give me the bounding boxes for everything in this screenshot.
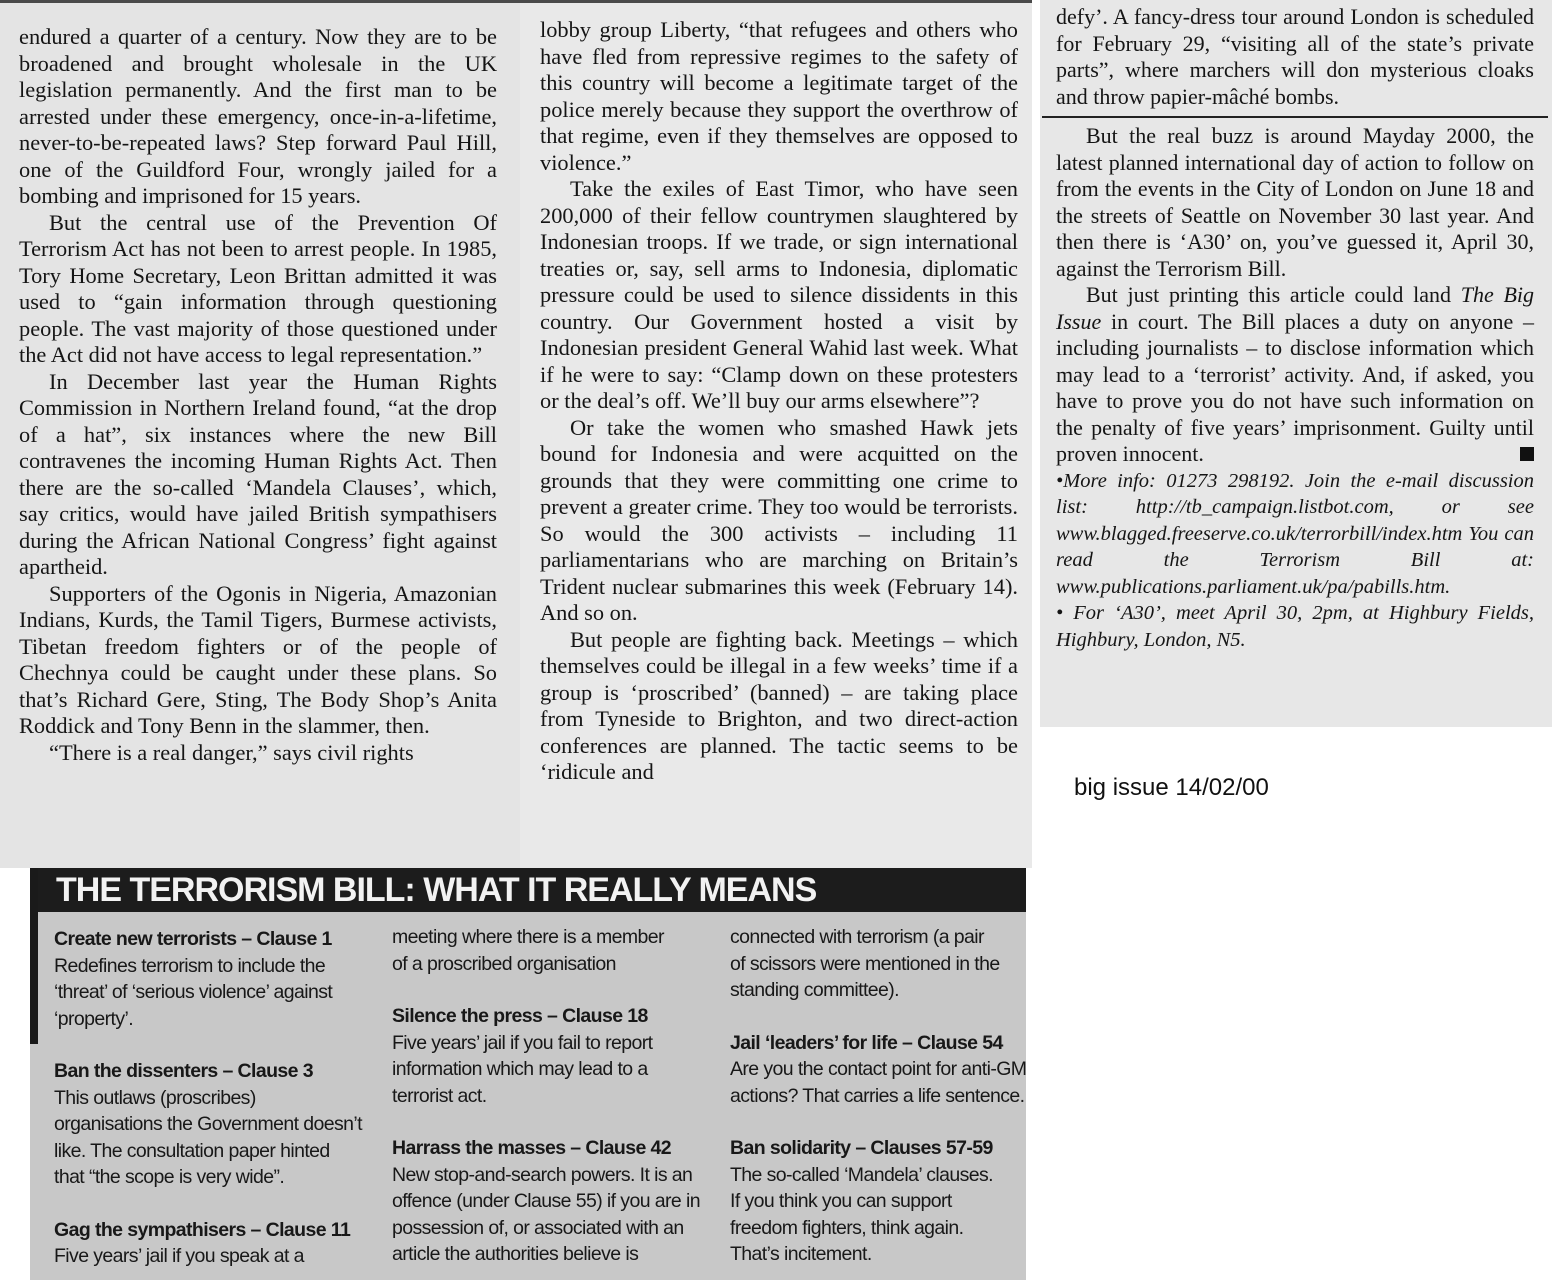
clause-text-continued: connected with terrorism (a pair of scissors were mentioned in the standing committee). xyxy=(730,926,1000,1001)
clause-text: This outlaws (proscribes) organisations the Government doesn’t like. The consultation paper hinted that “the scope is very wide”. xyxy=(54,1086,362,1188)
clause-item xyxy=(54,1058,384,1191)
clause-item xyxy=(54,926,384,1032)
clause-text-continued: meeting where there is a member of a proscribed organisation xyxy=(392,926,664,975)
clause-text: Redefines terrorism to include the ‘threat’ of ‘serious violence’ against ‘property’. xyxy=(54,954,333,1030)
info-notes xyxy=(1056,468,1534,654)
clipping-left-column xyxy=(0,0,520,868)
publication-title: The Big Issue xyxy=(1056,282,1534,334)
paragraph xyxy=(1056,282,1534,468)
clause-heading: Create new terrorists – Clause 1 xyxy=(54,928,332,950)
clause-heading: Gag the sympathisers – Clause 11 xyxy=(54,1218,351,1241)
a30-note: • For ‘A30’, meet April 30, 2pm, at Highbury Fields, Highbury, London, N5. xyxy=(1056,602,1534,651)
paragraph: Or take the women who smashed Hawk jets bound for Indonesia and were acquitted on the grounds that they were committing one crime to prevent a greater crime. They too would be terrorists. So would the 300 activists – including 11 parliamentarians who are marching on Britain’s Trident nuclear submarines this week (February 14). And so on. xyxy=(540,414,1018,625)
article-column-left xyxy=(19,24,497,766)
clipping-right-column xyxy=(1040,0,1552,727)
clause-item xyxy=(730,1135,1026,1268)
box-column-2 xyxy=(392,924,722,1280)
paragraph: lobby group Liberty, “that refugees and others who have fled from repressive regimes to the safety of this country will become a legitimate target of the police merely because they support the overthrow of that regime, even if they themselves are opposed to violence.” xyxy=(540,17,1018,175)
section-rule xyxy=(1042,116,1548,118)
paragraph: In December last year the Human Rights Commission in Northern Ireland found, “at the drop of a hat”, six instances where the new Bill contravenes the incoming Human Rights Act. Then there are the so-called ‘Mandela Clauses’, which, say critics, would have jailed British sympathisers during the African National Congress’ fight against apartheid. xyxy=(19,368,497,579)
clause-item xyxy=(392,1003,722,1109)
clause-text: Are you the contact point for anti-GM actions? That carries a life sentence. xyxy=(730,1058,1026,1107)
paragraph: Supporters of the Ogonis in Nigeria, Amazonian Indians, Kurds, the Tamil Tigers, Burmese activists, Tibetan freedom fighters or of the people of Chechnya could be caught under these plans. So that’s Richard Gere, Sting, The Body Shop’s Anita Roddick and Tony Benn in the slammer, then. xyxy=(19,580,497,738)
paragraph: defy’. A fancy-dress tour around London is scheduled for February 29, “visiting all of the state’s private parts”, where marchers will don mysterious cloaks and throw papier-mâché bombs. xyxy=(1056,4,1534,109)
clause-heading: Ban solidarity – Clauses 57-59 xyxy=(730,1137,993,1159)
end-mark-icon xyxy=(1520,447,1534,461)
clause-item xyxy=(730,1030,1026,1110)
box-column-3 xyxy=(730,924,1026,1280)
paragraph: But the central use of the Prevention Of Terrorism Act has not been to arrest people. In 1985, Tory Home Secretary, Leon Brittan admitted it was used to “gain information through questioning people. The vast majority of those questioned under the Act did not have access to legal representation.” xyxy=(19,209,497,367)
clause-item xyxy=(392,1135,722,1268)
clause-heading: Jail ‘leaders’ for life – Clause 54 xyxy=(730,1031,1003,1054)
clause-text: Five years’ jail if you fail to report information which may lead to a terrorist act. xyxy=(392,1031,653,1107)
paragraph: Take the exiles of East Timor, who have seen 200,000 of their fellow countrymen slaughtered by Indonesian troops. If we trade, or sign international treaties or, say, sell arms to Indonesia, diplomatic pressure could be used to silence dissidents in this country. Our Government hosted a visit by Indonesian president General Wahid last week. What if he were to say: “Clamp down on these protesters or the deal’s off. We’ll buy our arms elsewhere”? xyxy=(540,176,1018,413)
paragraph-text: But just printing this article could land xyxy=(1086,282,1461,307)
box-column-1 xyxy=(54,926,384,1280)
clause-heading: Silence the press – Clause 18 xyxy=(392,1005,648,1027)
paragraph: “There is a real danger,” says civil rights xyxy=(49,739,414,765)
paragraph: But the real buzz is around Mayday 2000, the latest planned international day of action to follow on from the events in the City of London on June 18 and the streets of Seattle on November 30 last year. And then there is ‘A30’ on, you’ve guessed it, April 30, against the Terrorism Bill. xyxy=(1056,123,1534,281)
clipping-caption: big issue 14/02/00 xyxy=(1074,774,1269,801)
paragraph-text: in court. The Bill places a duty on anyone – including journalists – to disclose information which may lead to a ‘terrorist’ activity. And, if asked, you have to prove you do not have such information on the penalty of five years’ imprisonment. Guilty until proven innocent. xyxy=(1056,308,1534,466)
clause-heading: Ban the dissenters – Clause 3 xyxy=(54,1060,313,1082)
clause-text: Five years’ jail if you speak at a xyxy=(54,1245,304,1267)
article-column-right xyxy=(1056,4,1534,653)
box-title: THE TERRORISM BILL: WHAT IT REALLY MEANS xyxy=(38,868,1026,912)
box-side-bar xyxy=(30,868,38,1044)
clipping-middle-column xyxy=(520,0,1032,868)
terrorism-bill-box xyxy=(30,868,1026,1280)
clause-text: New stop-and-search powers. It is an offence (under Clause 55) if you are in possession of, or associated with an article the authorities believe is xyxy=(392,1163,700,1265)
article-column-middle xyxy=(540,17,1018,786)
clause-heading: Harrass the masses – Clause 42 xyxy=(392,1137,672,1159)
clause-item xyxy=(54,1217,384,1270)
paragraph: endured a quarter of a century. Now they are to be broadened and brought wholesale in the UK legislation permanently. And the first man to be arrested under these emergency, once-in-a-lifetime, never-to-be-repeated laws? Step forward Paul Hill, one of the Guildford Four, wrongly jailed for a bombing and imprisoned for 15 years. xyxy=(19,24,497,208)
paragraph: But people are fighting back. Meetings – which themselves could be illegal in a few weeks’ time if a group is ‘proscribed’ (banned) – are taking place from Tyneside to Brighton, and two direct-action conferences are planned. The tactic seems to be ‘ridicule and xyxy=(540,626,1018,784)
more-info-note: •More info: 01273 298192. Join the e-mail discussion list: http://tb_campaign.listbot.com, or see www.blagged.freeserve.co.uk/terrorbill/index.htm You can read the Terrorism Bill at: www.publications.parliament.uk/pa/pabills.htm. xyxy=(1056,469,1534,598)
clause-text: The so-called ‘Mandela’ clauses. If you think you can support freedom fighters, think again. That’s incitement. xyxy=(730,1163,993,1265)
